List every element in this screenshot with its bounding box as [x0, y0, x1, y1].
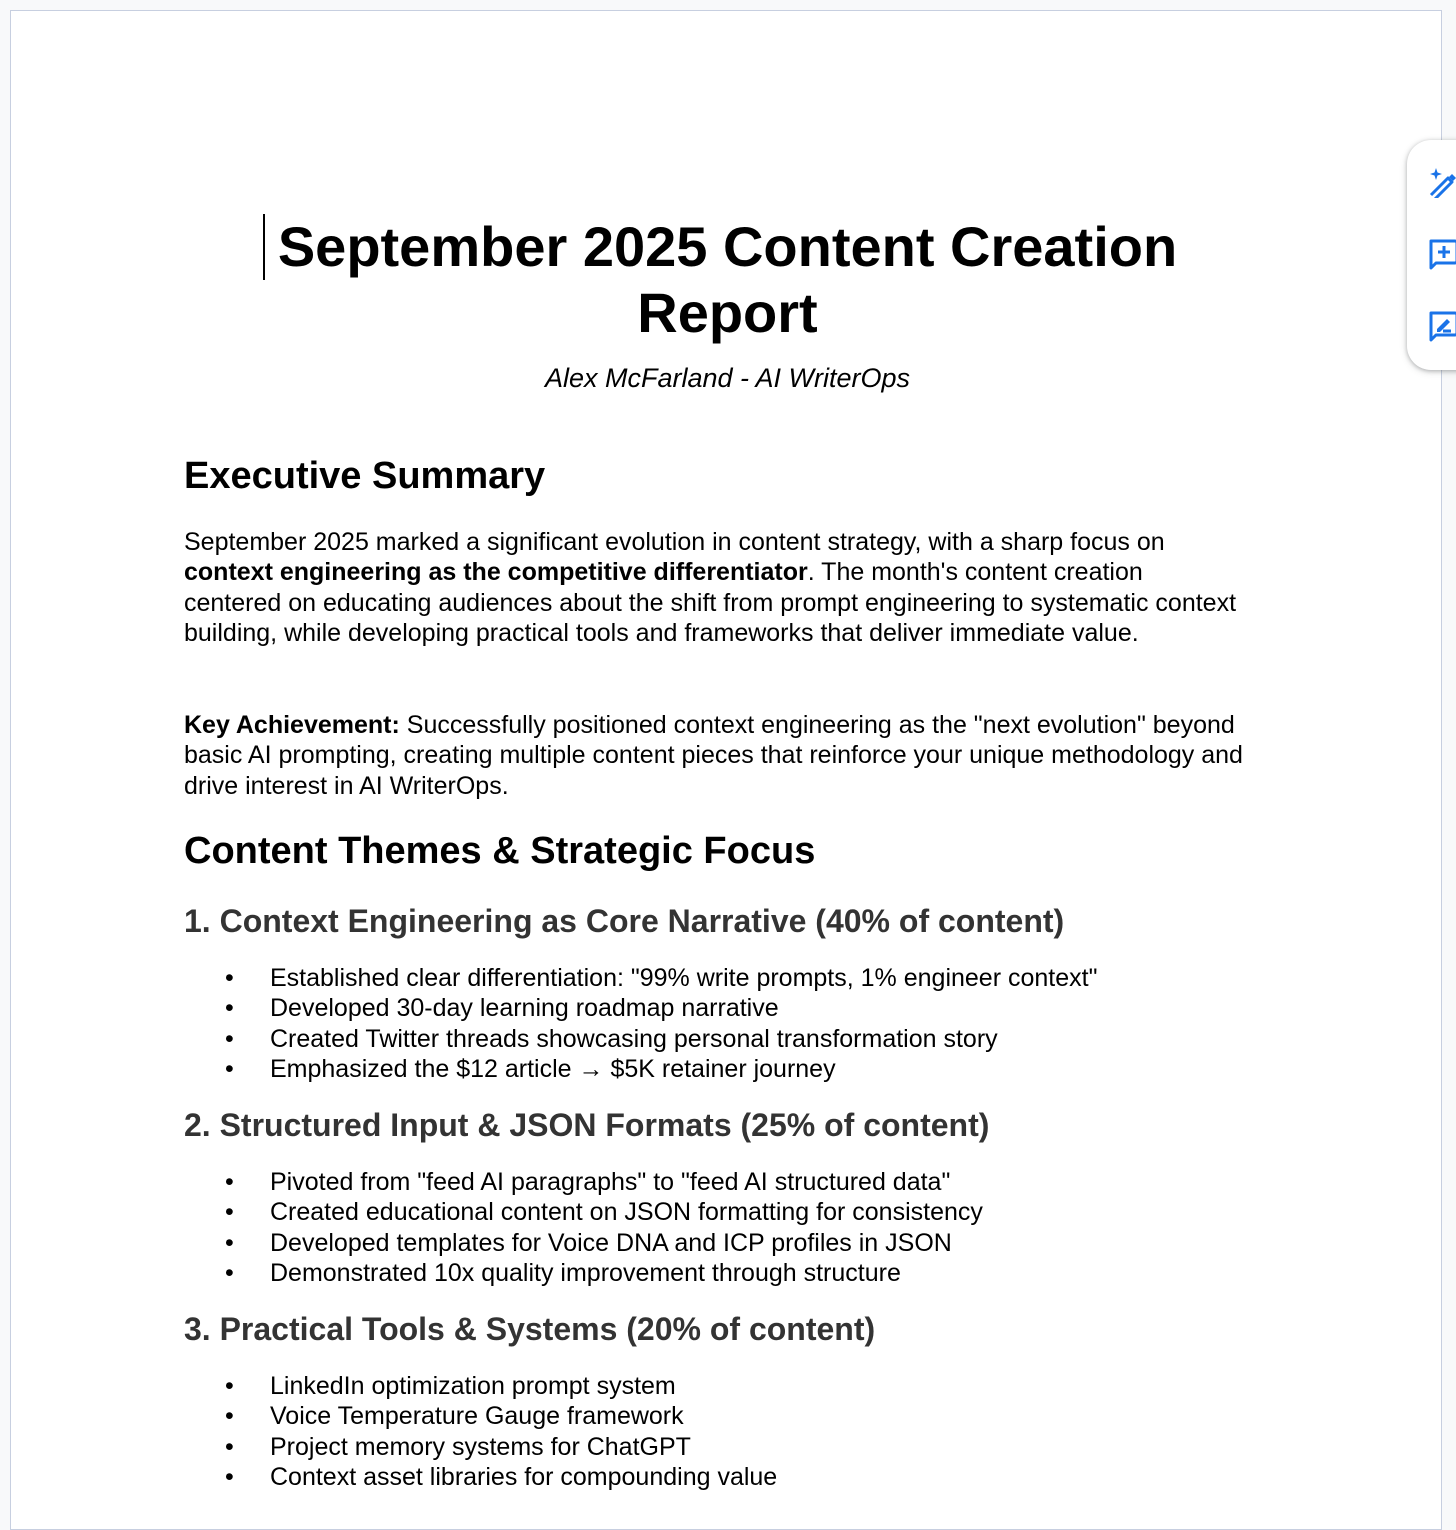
- list-item[interactable]: [184, 1401, 777, 1431]
- list-item[interactable]: [184, 1197, 983, 1227]
- bullet-marker: •: [225, 1432, 234, 1461]
- bullet-list-1: [184, 963, 1097, 1085]
- list-item-text: LinkedIn optimization prompt system: [270, 1372, 676, 1400]
- bullet-marker: •: [225, 964, 234, 992]
- side-action-panel: [1407, 140, 1456, 370]
- list-item[interactable]: [184, 1371, 777, 1401]
- list-item[interactable]: [184, 1228, 983, 1258]
- list-item-text: Voice Temperature Gauge framework: [270, 1402, 684, 1431]
- document-title[interactable]: September 2025 Content Creation Report: [277, 215, 1178, 344]
- suggest-edit-icon[interactable]: [1427, 310, 1456, 342]
- executive-summary-heading[interactable]: Executive Summary: [184, 455, 546, 497]
- summary-text-end: . The month's content creation centered on educating audiences about the shift from prompt engineering to systematic context building, while developing practical tools and frameworks that deliver immediate value.: [184, 558, 1237, 648]
- list-item-text: Pivoted from "feed AI paragraphs" to "feed AI structured data": [270, 1168, 951, 1196]
- list-item-text: Created Twitter threads showcasing personal transformation story: [270, 1024, 998, 1053]
- executive-summary-paragraph[interactable]: [184, 527, 1244, 649]
- bullet-marker: •: [225, 1228, 234, 1257]
- document-subtitle[interactable]: Alex McFarland - AI WriterOps: [544, 363, 911, 393]
- list-item-text: Project memory systems for ChatGPT: [270, 1432, 691, 1461]
- bullet-list-2: [184, 1167, 983, 1289]
- summary-bold-text: context engineering as the competitive differentiator: [184, 558, 808, 587]
- section-heading-3[interactable]: 3. Practical Tools & Systems (20% of content): [184, 1311, 876, 1347]
- summary-text-start: September 2025 marked a significant evolution in content strategy, with a sharp focus on: [184, 528, 1165, 556]
- add-comment-icon[interactable]: [1427, 238, 1456, 270]
- section-heading-1[interactable]: 1. Context Engineering as Core Narrative (40% of content): [184, 903, 1065, 939]
- list-item[interactable]: [184, 1258, 983, 1288]
- key-achievement-paragraph[interactable]: [184, 710, 1244, 801]
- section-heading-2[interactable]: 2. Structured Input & JSON Formats (25% of content): [184, 1107, 990, 1143]
- list-item[interactable]: [184, 1024, 1097, 1054]
- bullet-marker: •: [225, 1463, 234, 1492]
- bullet-marker: •: [225, 1024, 234, 1053]
- bullet-marker: •: [225, 1402, 234, 1431]
- list-item[interactable]: [184, 1432, 777, 1462]
- bullet-marker: •: [225, 1198, 234, 1227]
- bullet-marker: •: [225, 994, 234, 1023]
- list-item[interactable]: [184, 993, 1097, 1023]
- list-item-text: Context asset libraries for compounding value: [270, 1463, 778, 1492]
- list-item[interactable]: [184, 1462, 777, 1492]
- list-item[interactable]: [184, 1054, 1097, 1084]
- list-item[interactable]: [184, 1167, 983, 1197]
- magic-edit-icon[interactable]: [1427, 166, 1456, 198]
- key-achievement-text: Successfully positioned context engineering as the "next evolution" beyond basic AI prompting, creating multiple content pieces that reinforce your unique methodology and drive interest in AI WriterOps.: [184, 711, 1243, 800]
- key-achievement-label: Key Achievement:: [184, 711, 400, 739]
- list-item-text: Developed templates for Voice DNA and ICP profiles in JSON: [270, 1228, 952, 1257]
- list-item-text: Created educational content on JSON formatting for consistency: [270, 1198, 983, 1227]
- list-item-text: Emphasized the $12 article → $5K retainer journey: [270, 1055, 836, 1084]
- list-item-text: Established clear differentiation: "99% write prompts, 1% engineer context": [270, 964, 1098, 992]
- bullet-marker: •: [225, 1259, 234, 1288]
- list-item-text: Developed 30-day learning roadmap narrative: [270, 994, 779, 1023]
- bullet-marker: •: [225, 1055, 234, 1084]
- list-item-text: Demonstrated 10x quality improvement through structure: [270, 1259, 901, 1288]
- bullet-list-3: [184, 1371, 777, 1493]
- bullet-marker: •: [225, 1168, 234, 1196]
- content-themes-heading[interactable]: Content Themes & Strategic Focus: [184, 830, 816, 872]
- bullet-marker: •: [225, 1372, 234, 1400]
- list-item[interactable]: [184, 963, 1097, 993]
